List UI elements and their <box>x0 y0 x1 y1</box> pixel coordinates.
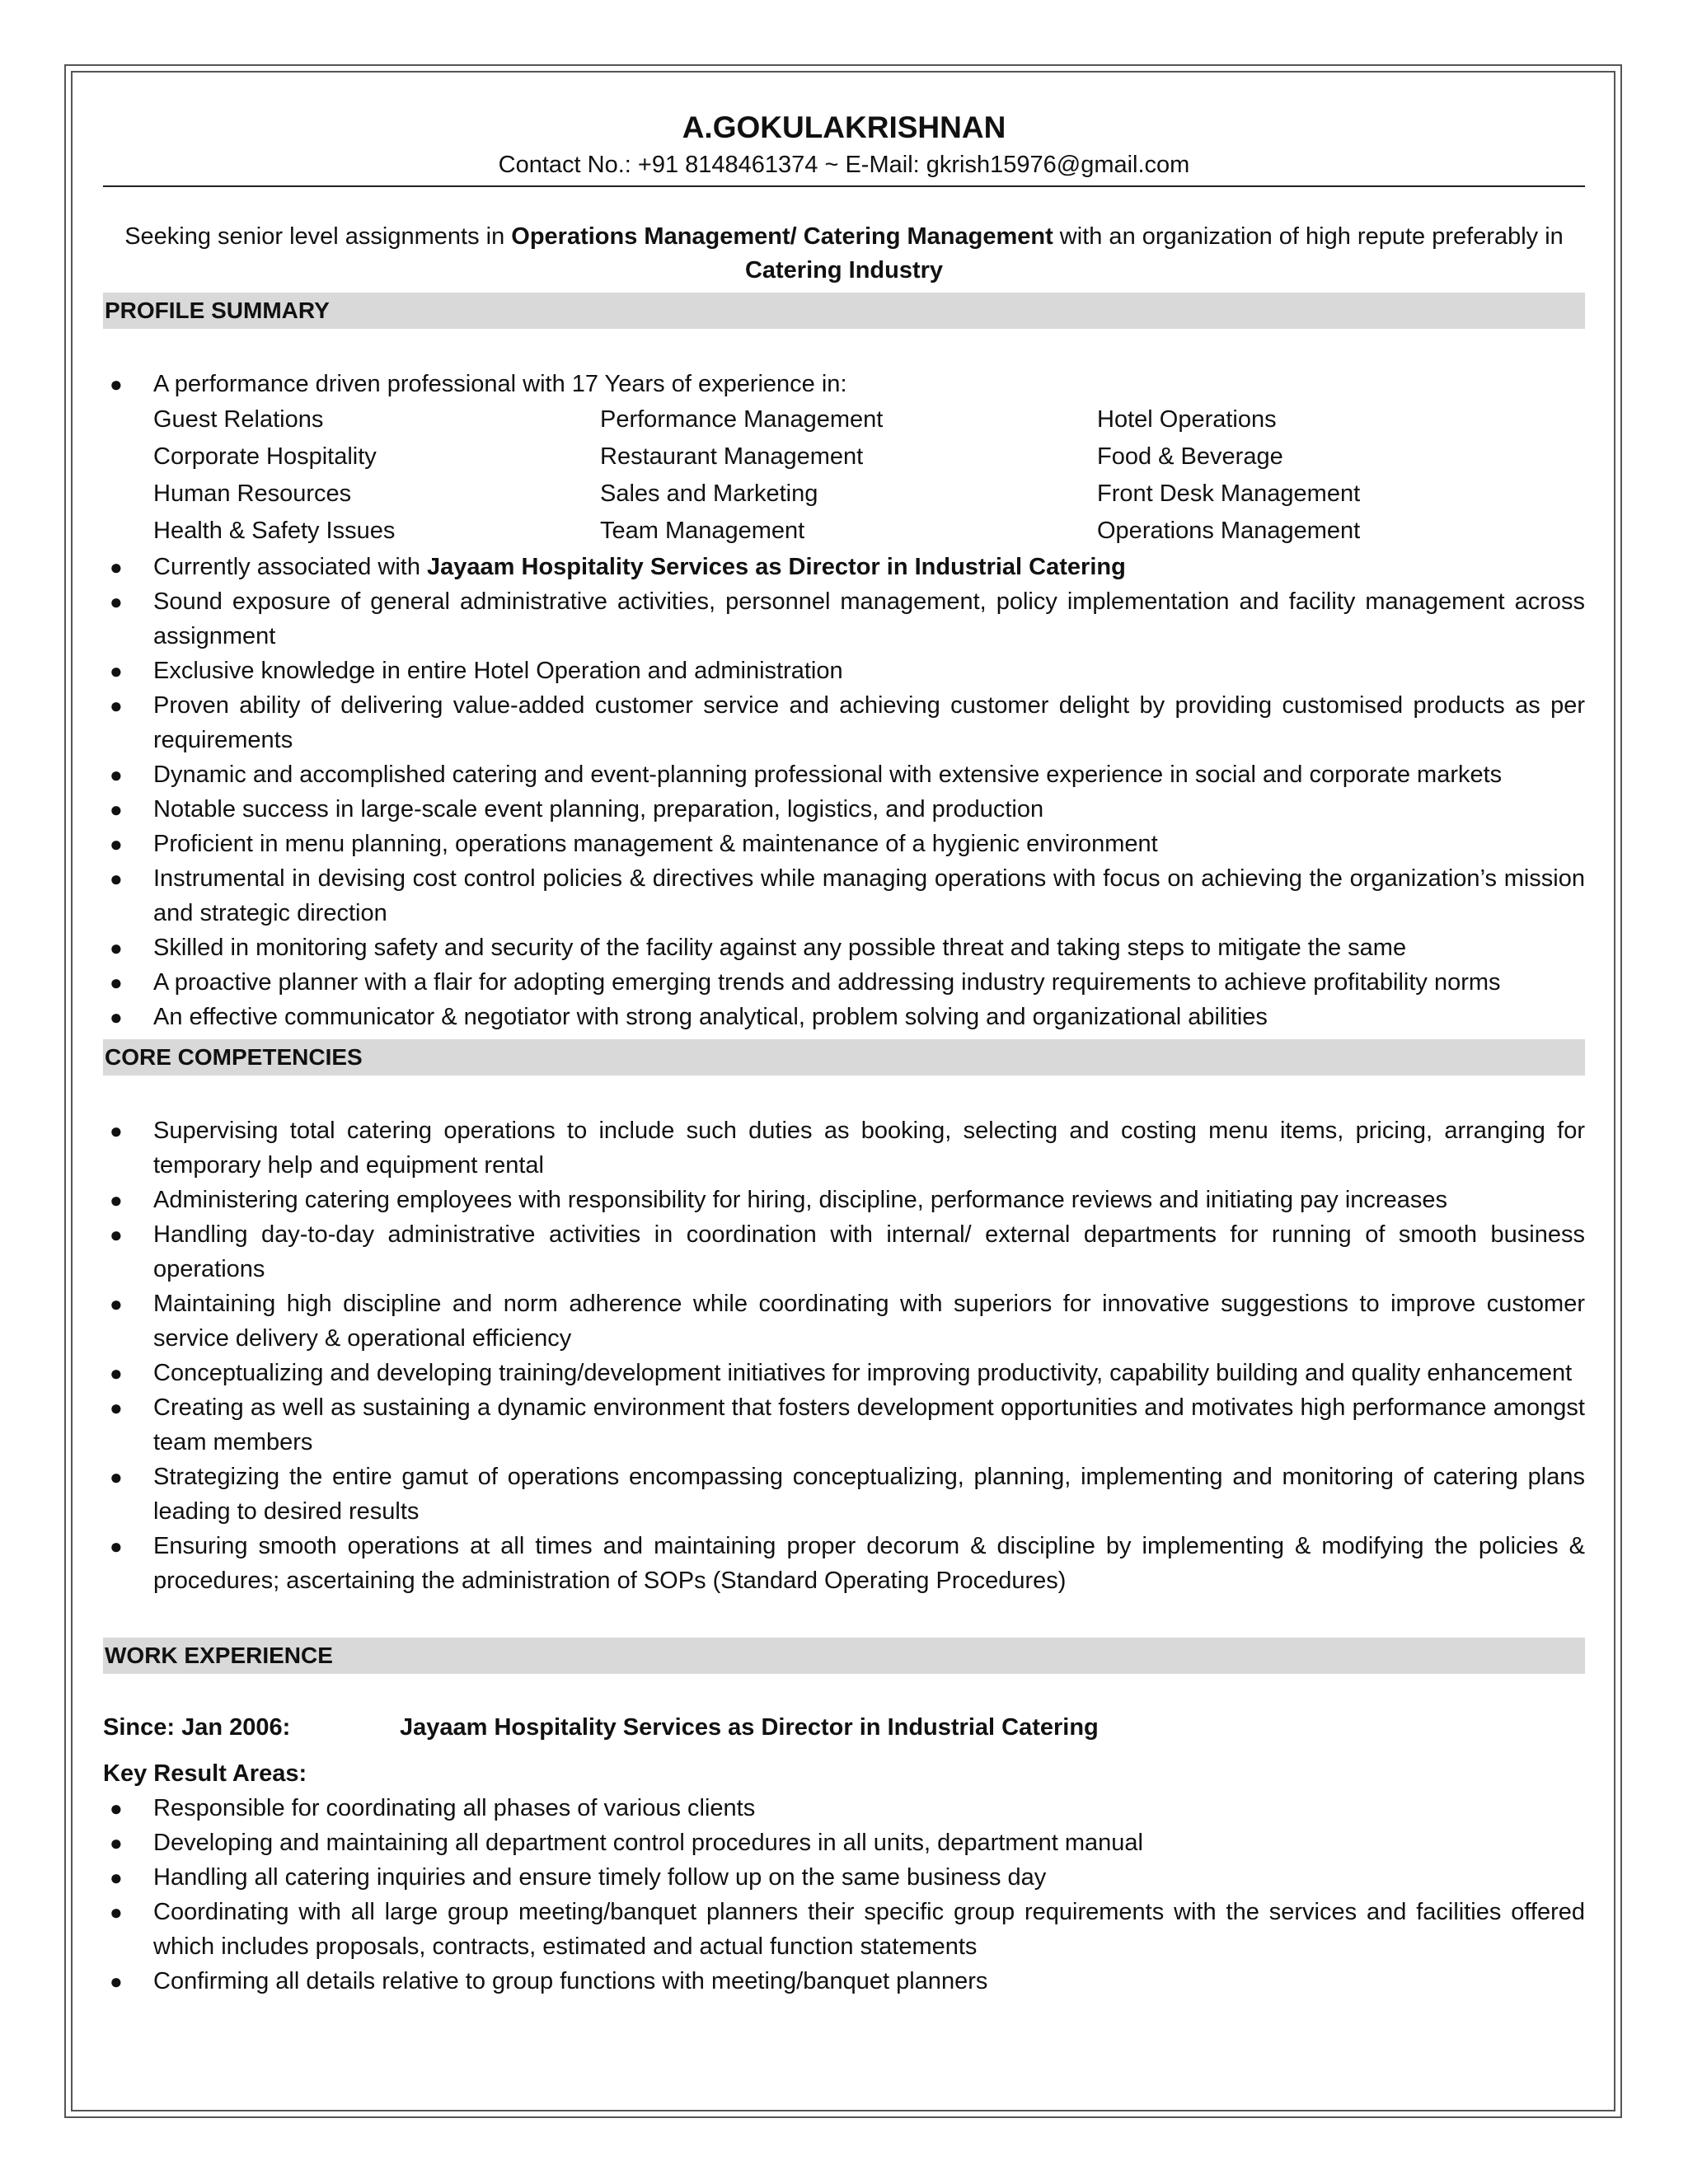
list-item-text: A proactive planner with a flair for adopting emerging trends and addressing industry requirements to achieve profitability norms <box>153 969 1501 996</box>
list-item-text: Maintaining high discipline and norm adherence while coordinating with superiors for innovative suggestions to improve customer service delivery & operational efficiency <box>153 1291 1585 1352</box>
objective-text-1: Seeking senior level assignments in <box>124 223 512 250</box>
current-role-prefix: Currently associated with <box>153 554 428 580</box>
list-item <box>103 688 1585 757</box>
bullet-icon: ● <box>110 866 123 891</box>
list-item <box>103 1390 1585 1460</box>
skill-item: Corporate Hospitality <box>153 443 377 470</box>
section-header-core-competencies: CORE COMPETENCIES <box>103 1039 1585 1076</box>
list-item <box>103 1860 1585 1895</box>
bullet-icon: ● <box>110 1865 123 1890</box>
job-heading <box>103 1710 1585 1745</box>
list-item-text: Handling all catering inquiries and ensure timely follow up on the same business day <box>153 1864 1047 1891</box>
objective-bold-2: Catering Industry <box>744 257 944 284</box>
bullet-icon: ● <box>110 372 123 396</box>
list-item <box>103 792 1585 827</box>
list-item <box>103 654 1585 688</box>
list-item <box>103 1217 1585 1286</box>
list-item-text: Responsible for coordinating all phases of various clients <box>153 1795 756 1821</box>
list-item-text: Administering catering employees with responsibility for hiring, discipline, performance reviews and initiating pay increases <box>153 1187 1447 1213</box>
list-item <box>103 1183 1585 1217</box>
objective-bold-1: Operations Management/ Catering Management <box>511 223 1053 250</box>
skill-item: Restaurant Management <box>600 443 864 470</box>
list-item-text: Proficient in menu planning, operations management & maintenance of a hygienic environment <box>153 831 1158 857</box>
section-header-work-experience: WORK EXPERIENCE <box>103 1638 1585 1674</box>
bullet-icon: ● <box>110 693 123 718</box>
section-header-profile-summary: PROFILE SUMMARY <box>103 293 1585 329</box>
bullet-icon: ● <box>110 970 123 995</box>
list-item <box>103 1825 1585 1860</box>
list-item <box>103 1964 1585 1999</box>
bullet-icon: ● <box>110 832 123 856</box>
bullet-icon: ● <box>110 935 123 960</box>
bullet-icon: ● <box>110 1118 123 1143</box>
skill-item: Health & Safety Issues <box>153 518 396 544</box>
current-role: Jayaam Hospitality Services as Director in Industrial Catering <box>427 554 1126 580</box>
skill-item: Guest Relations <box>153 406 324 433</box>
list-item <box>103 965 1585 1000</box>
skill-item: Operations Management <box>1097 518 1361 544</box>
list-item <box>103 1000 1585 1034</box>
list-item <box>103 1791 1585 1825</box>
bullet-icon: ● <box>110 1900 123 1924</box>
skill-item: Performance Management <box>600 406 884 433</box>
key-result-areas-label: Key Result Areas: <box>103 1760 307 1787</box>
list-item-text: Exclusive knowledge in entire Hotel Operation and administration <box>153 658 843 684</box>
skill-item: Team Management <box>600 518 805 544</box>
list-item-text: Proven ability of delivering value-added customer service and achieving customer delight by providing customised products as per requirements <box>153 692 1585 753</box>
resume-content <box>103 103 1585 1999</box>
skills-grid <box>103 401 1585 550</box>
list-item <box>103 584 1585 654</box>
list-item <box>103 1895 1585 1964</box>
list-item-text: Conceptualizing and developing training/development initiatives for improving productivity, capability building and quality enhancement <box>153 1360 1573 1386</box>
list-item <box>103 1529 1585 1598</box>
list-item-text: Skilled in monitoring safety and security of the facility against any possible threat and taking steps to mitigate the same <box>153 935 1407 961</box>
objective-statement <box>103 220 1585 288</box>
skill-item: Food & Beverage <box>1097 443 1283 470</box>
bullet-icon: ● <box>110 1796 123 1821</box>
contact-line: Contact No.: +91 8148461374 ~ E-Mail: gkrish15976@gmail.com <box>498 152 1190 178</box>
list-item-text: Instrumental in devising cost control policies & directives while managing operations with focus on achieving the organization’s mission and strategic direction <box>153 865 1585 926</box>
skill-item: Hotel Operations <box>1097 406 1277 433</box>
bullet-icon: ● <box>110 1361 123 1385</box>
list-item-text: Sound exposure of general administrative activities, personnel management, policy implementation and facility management across assignment <box>153 588 1585 649</box>
header-divider <box>103 185 1585 187</box>
profile-intro: A performance driven professional with 17 Years of experience in: <box>153 371 847 397</box>
list-item <box>103 861 1585 930</box>
skill-item: Sales and Marketing <box>600 480 818 507</box>
bullet-icon: ● <box>110 1222 123 1247</box>
skill-item: Human Resources <box>153 480 352 507</box>
bullet-icon: ● <box>110 658 123 683</box>
bullet-icon: ● <box>110 762 123 787</box>
core-competencies-list <box>103 1113 1585 1598</box>
list-item-text: Handling day-to-day administrative activities in coordination with internal/ external departments for running of smooth business operations <box>153 1221 1585 1282</box>
list-item <box>103 367 1585 401</box>
job-since: Since: Jan 2006: <box>103 1714 291 1741</box>
bullet-icon: ● <box>110 589 123 614</box>
list-item <box>103 550 1585 584</box>
list-item <box>103 757 1585 792</box>
list-item <box>103 1356 1585 1390</box>
list-item-text: Supervising total catering operations to include such duties as booking, selecting and costing menu items, pricing, arranging for temporary help and equipment rental <box>153 1118 1585 1179</box>
bullet-icon: ● <box>110 1969 123 1994</box>
list-item-text: Notable success in large-scale event planning, preparation, logistics, and production <box>153 796 1044 823</box>
bullet-icon: ● <box>110 1465 123 1489</box>
bullet-icon: ● <box>110 555 123 579</box>
list-item <box>103 1460 1585 1529</box>
objective-text-2: with an organization of high repute preferably in <box>1053 223 1564 250</box>
profile-summary-points <box>103 550 1585 1034</box>
bullet-icon: ● <box>110 797 123 822</box>
bullet-icon: ● <box>110 1188 123 1212</box>
list-item-text: Coordinating with all large group meeting/banquet planners their specific group requirements with the services and facilities offered which includes proposals, contracts, estimated and actual function statements <box>153 1899 1585 1960</box>
skill-item: Front Desk Management <box>1097 480 1361 507</box>
list-item-text: An effective communicator & negotiator with strong analytical, problem solving and organizational abilities <box>153 1004 1268 1030</box>
bullet-icon: ● <box>110 1534 123 1558</box>
list-item <box>103 1286 1585 1356</box>
list-item-text: Strategizing the entire gamut of operations encompassing conceptualizing, planning, implementing and monitoring of catering plans leading to desired results <box>153 1464 1585 1525</box>
profile-summary-list <box>103 367 1585 401</box>
bullet-icon: ● <box>110 1291 123 1316</box>
job-role: Jayaam Hospitality Services as Director in Industrial Catering <box>400 1714 1099 1741</box>
list-item-text: Dynamic and accomplished catering and event-planning professional with extensive experience in social and corporate markets <box>153 762 1503 788</box>
list-item-text: Ensuring smooth operations at all times and maintaining proper decorum & discipline by implementing & modifying the policies & procedures; ascertaining the administration of SOPs (Standard Operating Procedures) <box>153 1533 1585 1594</box>
bullet-icon: ● <box>110 1005 123 1029</box>
list-item <box>103 930 1585 965</box>
list-item-text: Creating as well as sustaining a dynamic environment that fosters development opportunities and motivates high performance amongst team members <box>153 1394 1585 1455</box>
bullet-icon: ● <box>110 1830 123 1855</box>
work-experience-list <box>103 1791 1585 1999</box>
bullet-icon: ● <box>110 1395 123 1420</box>
list-item-text: Confirming all details relative to group functions with meeting/banquet planners <box>153 1968 988 1994</box>
list-item-text: Developing and maintaining all department control procedures in all units, department manual <box>153 1830 1143 1856</box>
candidate-name: A.GOKULAKRISHNAN <box>682 110 1006 144</box>
list-item <box>103 1113 1585 1183</box>
list-item <box>103 827 1585 861</box>
